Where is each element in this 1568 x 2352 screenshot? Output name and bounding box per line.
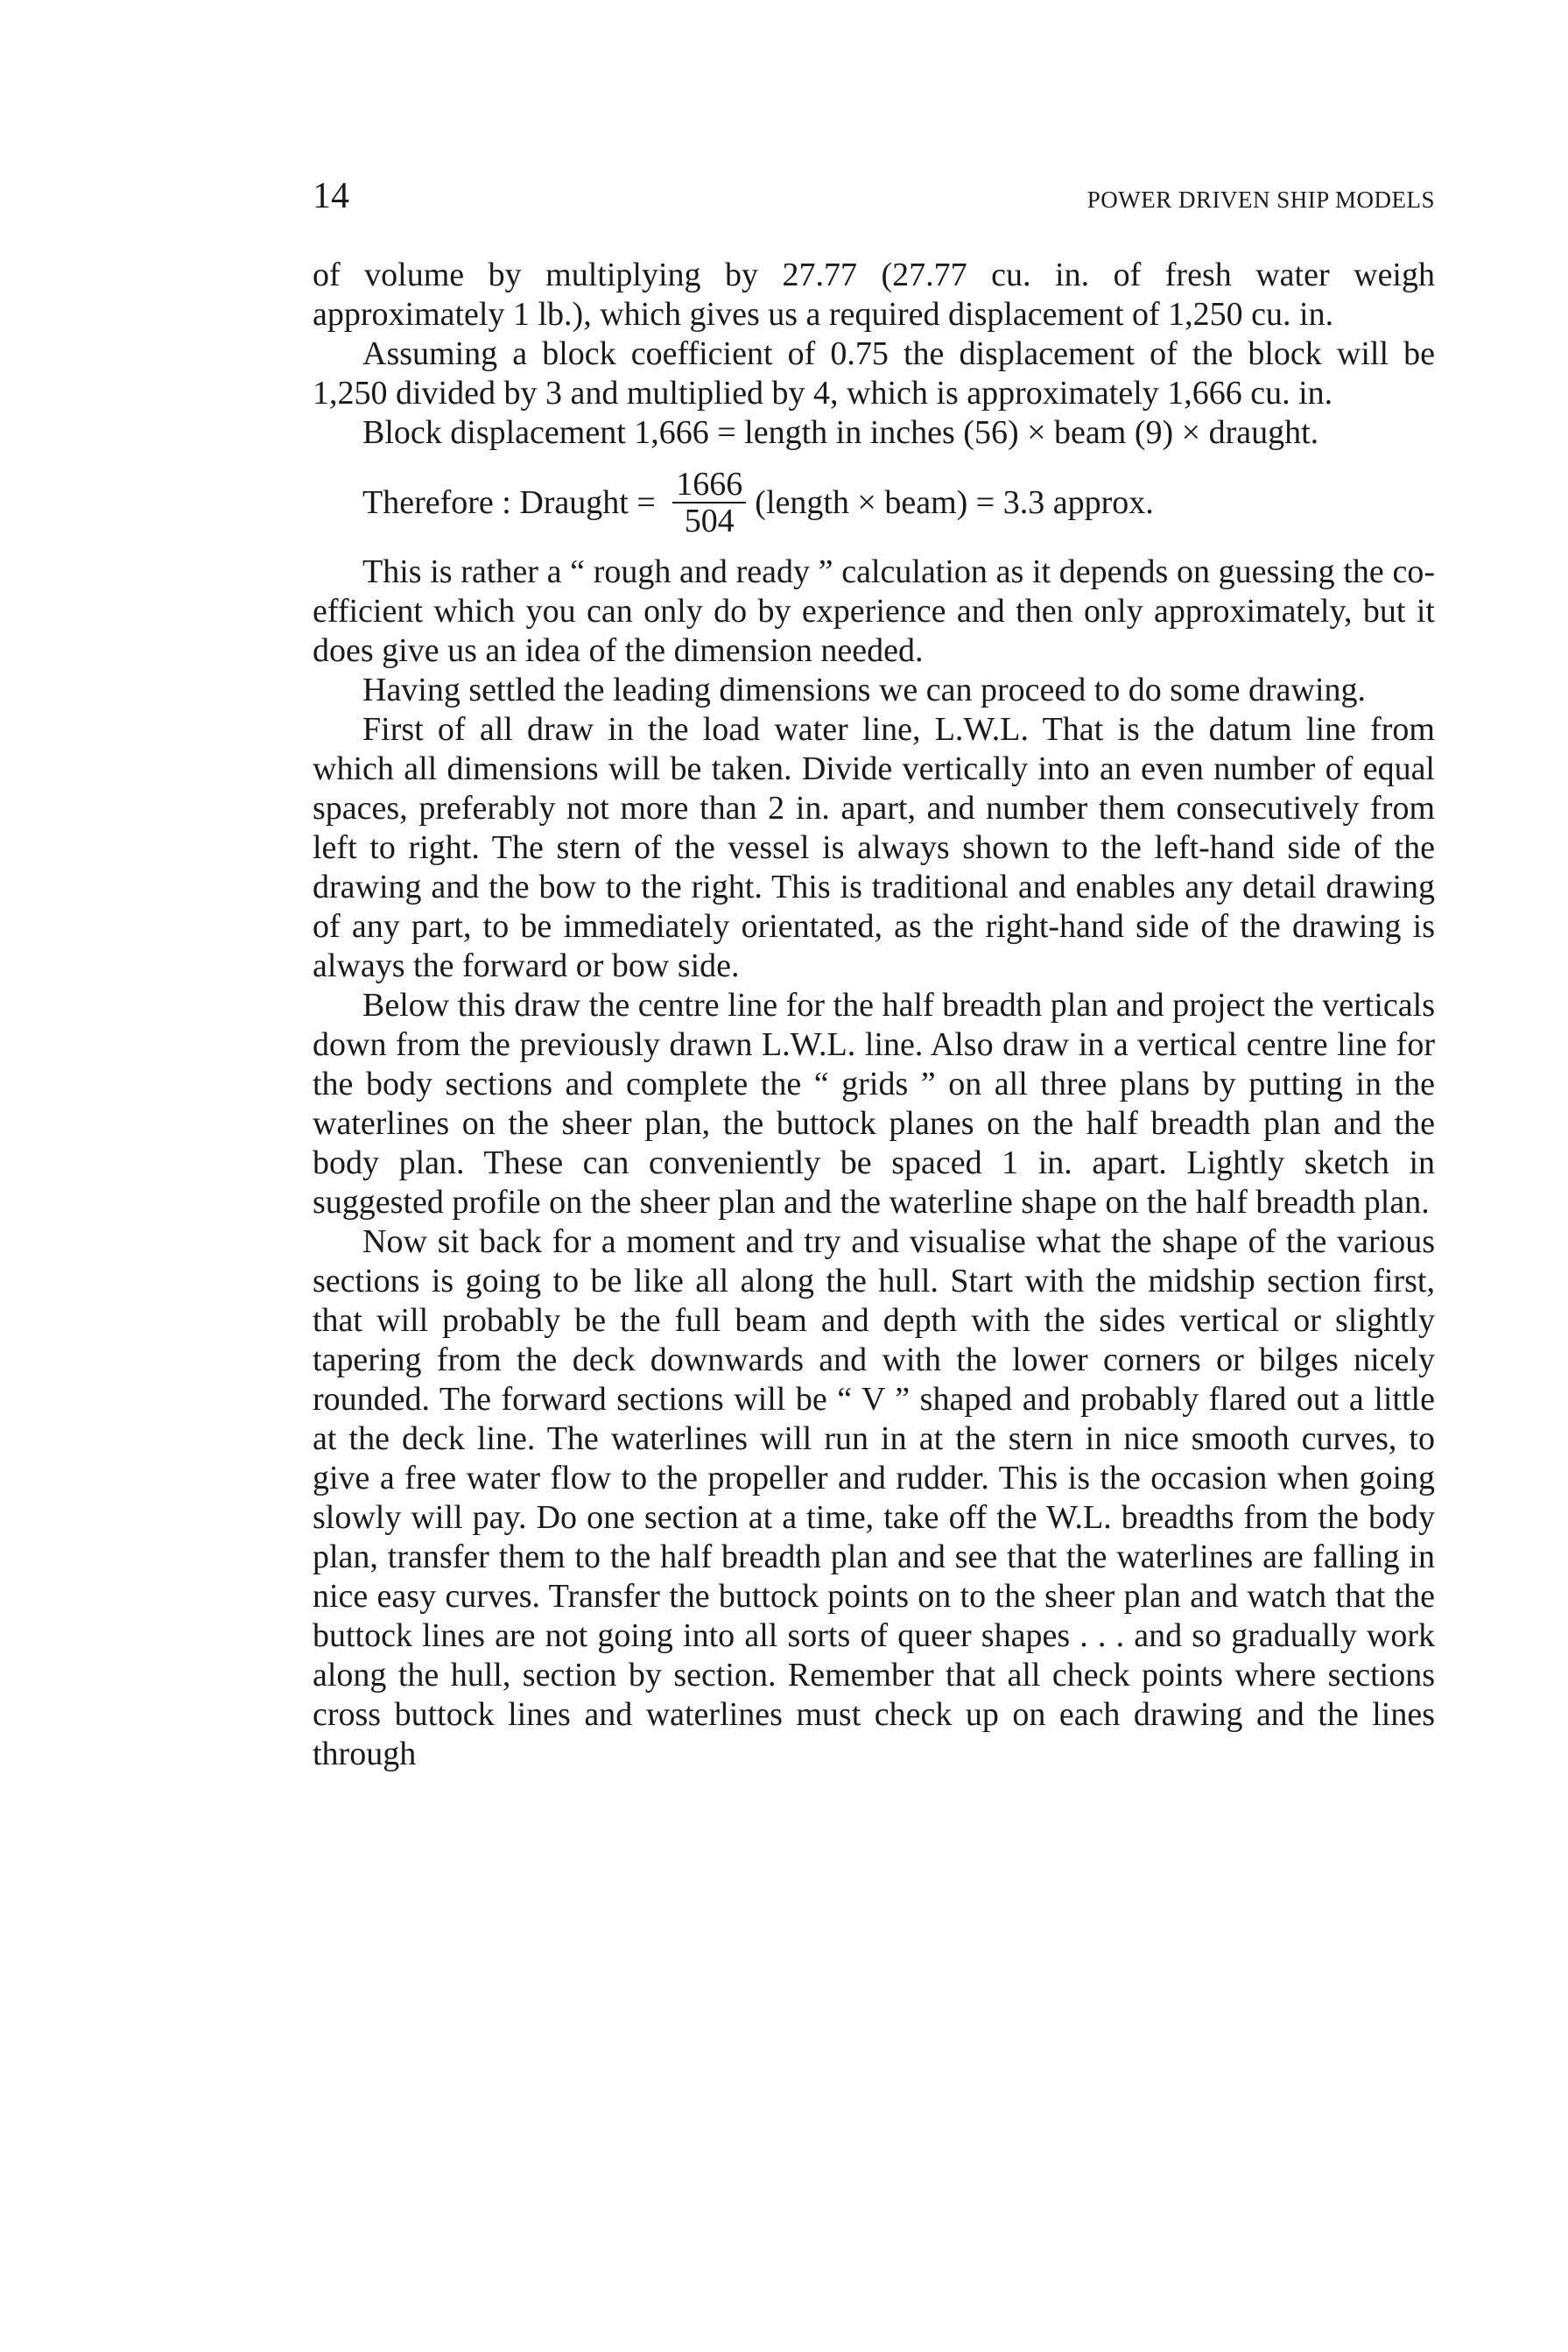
paragraph: Below this draw the centre line for the half breadth plan and project the verticals down from the previously drawn L.W.L. line. Also draw in a vertical centre line for the body sections and complete the “ grids ” on all three plans by putting in the waterlines on the sheer plan, the buttock planes on the half breadth plan and the body plan. These can conveniently be spaced 1 in. apart. Lightly sketch in suggested profile on the sheer plan and the waterline shape on the half breadth plan. [313, 987, 1435, 1221]
equation-rhs: (length × beam) = 3.3 approx. [755, 483, 1154, 521]
draught-equation [362, 456, 1435, 549]
paragraph: This is rather a “ rough and ready ” calculation as it depends on guessing the co-efficient which you can only do by experience and then only approximately, but it does give us an idea of the dimension needed. [313, 553, 1435, 669]
page-header [313, 175, 1435, 216]
equation-fraction [672, 467, 746, 539]
page-number: 14 [313, 176, 349, 216]
fraction-denominator: 504 [684, 503, 735, 539]
paragraph: Assuming a block coefficient of 0.75 the displacement of the block will be 1,250 divided by 3 and multiplied by 4, which is approximately 1,666 cu. in. [313, 335, 1435, 412]
equation-lhs: Therefore : Draught = [362, 483, 664, 521]
paragraph: Having settled the leading dimensions we can proceed to do some drawing. [362, 672, 1367, 708]
paragraph: of volume by multiplying by 27.77 (27.77 cu. in. of fresh water weigh approximately 1 lb.), which gives us a required displacement of 1,250 cu. in. [313, 257, 1435, 333]
paragraph: First of all draw in the load water line, L.W.L. That is the datum line from which all dimensions will be taken. Divide vertically into an even number of equal spaces, preferably not more than 2 in. apart, and number them consecutively from left to right. The stern of the vessel is always shown to the left-hand side of the drawing and the bow to the right. This is traditional and enables any detail drawing of any part, to be immediately orientated, as the right-hand side of the drawing is always the forward or bow side. [313, 711, 1435, 984]
fraction-numerator: 1666 [672, 467, 746, 503]
page [313, 175, 1435, 1774]
paragraph: Block displacement 1,666 = length in inches (56) × beam (9) × draught. [362, 414, 1319, 451]
running-head: POWER DRIVEN SHIP MODELS [1086, 187, 1435, 213]
body-text [313, 256, 1435, 1774]
paragraph: Now sit back for a moment and try and visualise what the shape of the various sections is going to be like all along the hull. Start with the midship section first, that will probably be the full beam and depth with the sides vertical or slightly tapering from the deck downwards and with the lower corners or bilges nicely rounded. The forward sections will be “ V ” shaped and probably flared out a little at the deck line. The waterlines will run in at the stern in nice smooth curves, to give a free water flow to the propeller and rudder. This is the occasion when going slowly will pay. Do one section at a time, take off the W.L. breadths from the body plan, transfer them to the half breadth plan and see that the waterlines are falling in nice easy curves. Transfer the buttock points on to the sheer plan and watch that the buttock lines are not going into all sorts of queer shapes . . . and so gradually work along the hull, section by section. Remember that all check points where sections cross buttock lines and waterlines must check up on each drawing and the lines through [313, 1223, 1435, 1772]
